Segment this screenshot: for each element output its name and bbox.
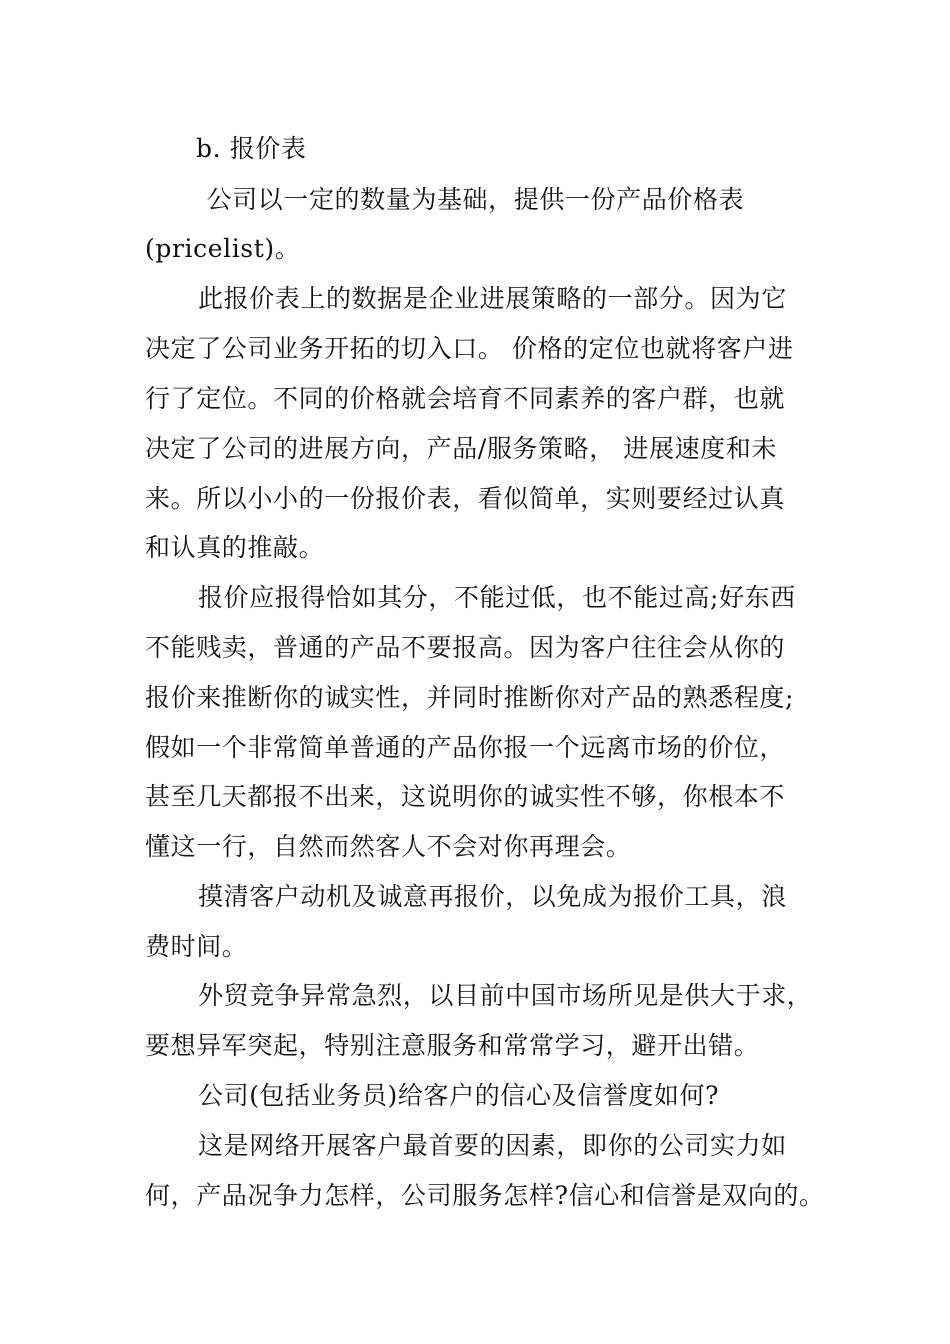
- paragraph-line: 决定了公司的进展方向，产品/服务策略， 进展速度和未: [145, 434, 777, 463]
- paragraph-line: 不能贱卖，普通的产品不要报高。因为客户往往会从你的: [145, 633, 786, 662]
- paragraph-line: 这是网络开展客户最首要的因素，即你的公司实力如: [198, 1131, 787, 1160]
- paragraph-line: 和认真的推敲。: [145, 533, 325, 562]
- paragraph-line: 何，产品况争力怎样，公司服务怎样?信心和信誉是双向的。: [145, 1181, 825, 1210]
- paragraph-line: (pricelist)。: [145, 234, 301, 263]
- paragraph-line: 决定了公司业务开拓的切入口。 价格的定位也就将客户进: [145, 334, 794, 363]
- paragraph-line: 外贸竞争异常急烈，以目前中国市场所见是供大于求，: [198, 981, 813, 1010]
- paragraph-line: 行了定位。不同的价格就会培育不同素养的客户群，也就: [145, 384, 786, 413]
- paragraph-line: 公司以一定的数量为基础，提供一份产品价格表: [198, 185, 745, 214]
- paragraph-line: 报价来推断你的诚实性，并同时推断你对产品的熟悉程度;: [145, 683, 795, 712]
- paragraph-line: 来。所以小小的一份报价表，看似简单，实则要经过认真: [145, 484, 786, 513]
- paragraph-line: 懂这一行，自然而然客人不会对你再理会。: [145, 832, 632, 861]
- paragraph-line: 摸清客户动机及诚意再报价，以免成为报价工具，浪: [198, 882, 787, 911]
- paragraph-line: 假如一个非常简单普通的产品你报一个远离市场的价位，: [145, 733, 786, 762]
- paragraph-line: 费时间。: [145, 932, 248, 961]
- paragraph-line: 要想异军突起，特别注意服务和常常学习，避开出错。: [145, 1031, 760, 1060]
- paragraph-line: 甚至几天都报不出来，这说明你的诚实性不够，你根本不: [145, 782, 786, 811]
- section-heading: b. 报价表: [196, 134, 307, 163]
- paragraph-line: 此报价表上的数据是企业进展策略的一部分。因为它: [198, 284, 787, 313]
- paragraph-line: 公司(包括业务员)给客户的信心及信誉度如何?: [198, 1081, 720, 1110]
- paragraph-line: 报价应报得恰如其分，不能过低，也不能过高;好东西: [198, 583, 796, 612]
